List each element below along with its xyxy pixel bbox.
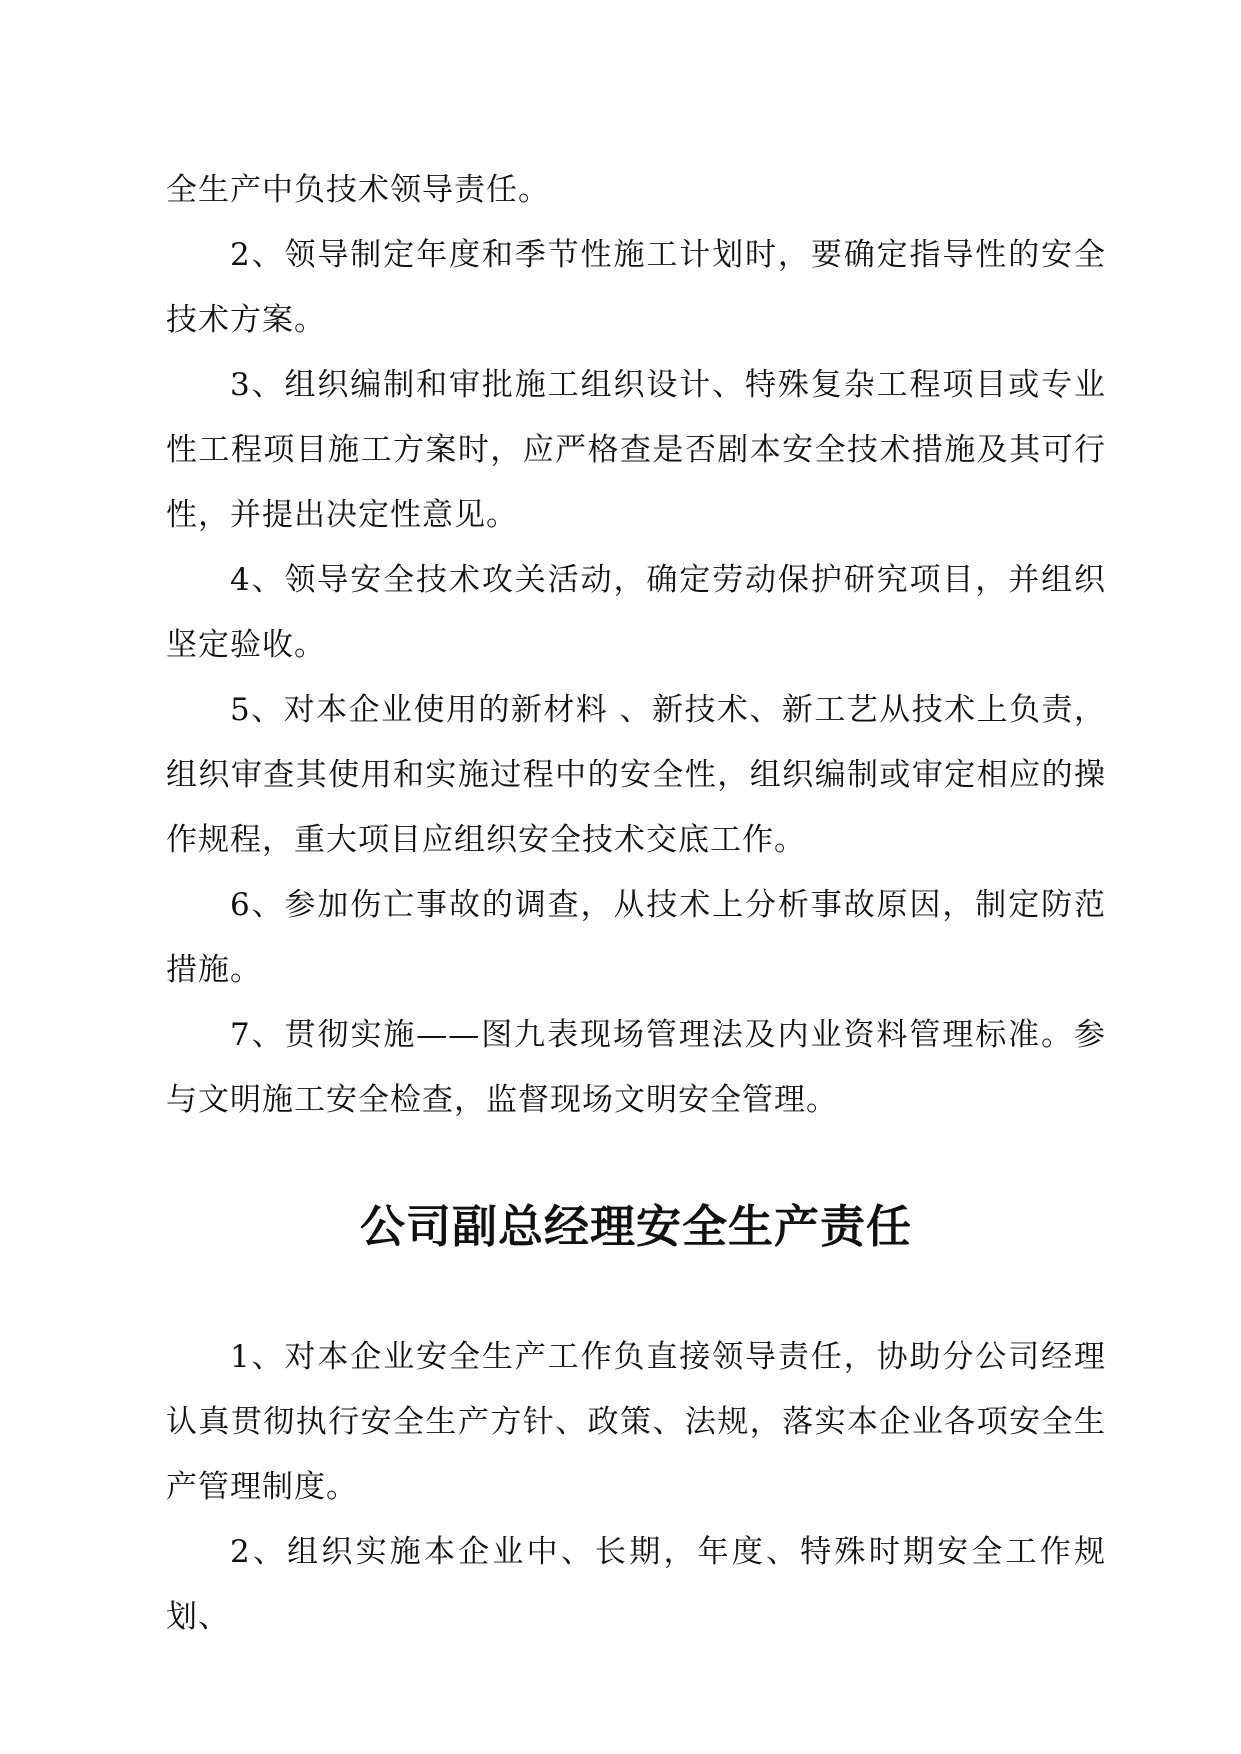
paragraph-item-4: 4、领导安全技术攻关活动，确定劳动保护研究项目，并组织坚定验收。 — [166, 562, 1106, 663]
section-title: 公司副总经理安全生产责任 — [359, 1200, 912, 1253]
paragraph-item-3: 3、组织编制和审批施工组织设计、特殊复杂工程项目或专业性工程项目施工方案时，应严格查是否剧本安全技术措施及其可行性，并提出决定性意见。 — [166, 367, 1106, 533]
paragraph-item-1: 1、对本企业安全生产工作负直接领导责任，协助分公司经理认真贯彻执行安全生产方针、政策、法规，落实本企业各项安全生产管理制度。 — [166, 1339, 1106, 1505]
paragraph-item-7: 7、贯彻实施——图九表现场管理法及内业资料管理标准。参与文明施工安全检查，监督现场文明安全管理。 — [166, 1017, 1106, 1118]
paragraph-item-5: 5、对本企业使用的新材料 、新技术、新工艺从技术上负责，组织审查其使用和实施过程中的安全性，组织编制或审定相应的操作规程，重大项目应组织安全技术交底工作。 — [166, 692, 1106, 858]
paragraph-item-2b: 2、组织实施本企业中、长期，年度、特殊时期安全工作规划、 — [166, 1534, 1106, 1635]
paragraph-item-2: 2、领导制定年度和季节性施工计划时，要确定指导性的安全技术方案。 — [166, 237, 1106, 338]
paragraph-item-6: 6、参加伤亡事故的调查，从技术上分析事故原因，制定防范措施。 — [166, 887, 1106, 988]
paragraph-continuation: 全生产中负技术领导责任。 — [166, 172, 550, 208]
document-page — [166, 158, 1106, 1650]
